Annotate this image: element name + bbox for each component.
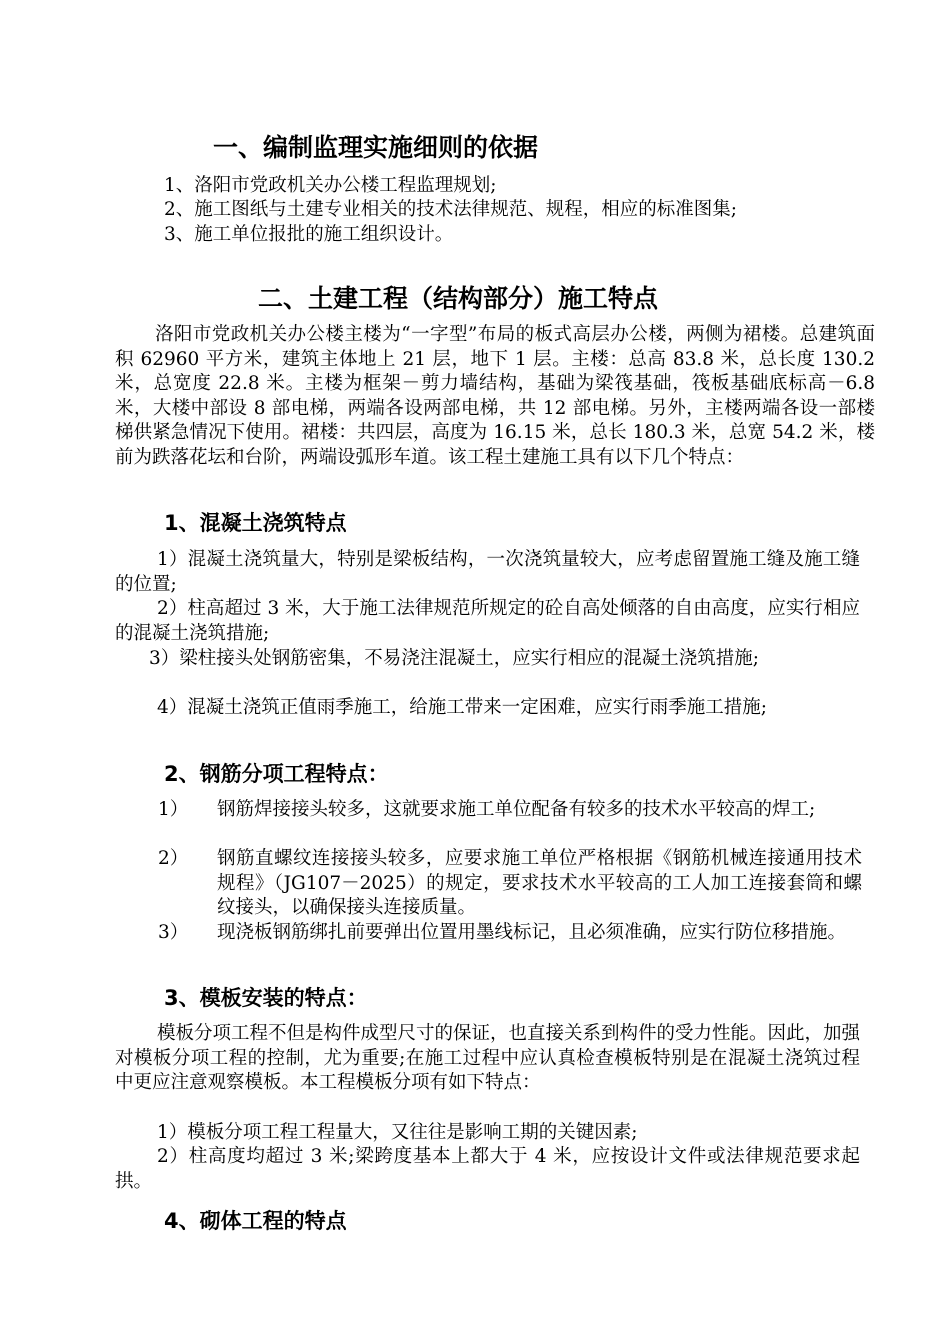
sub2-title: 2、钢筋分项工程特点： xyxy=(164,762,389,786)
sub2-item-2-number: 2） xyxy=(158,848,189,869)
sub4-title: 4、砌体工程的特点 xyxy=(164,1209,347,1233)
sub1-title: 1、混凝土浇筑特点 xyxy=(164,511,347,535)
section1-item-2: 2、施工图纸与土建专业相关的技术法律规范、规程，相应的标准图集; xyxy=(164,199,738,220)
sub2-item-1-number: 1） xyxy=(158,799,189,820)
sub2-item-3-number: 3） xyxy=(158,922,189,943)
sub1-item-3: 3）梁柱接头处钢筋密集，不易浇注混凝土，应实行相应的混凝土浇筑措施; xyxy=(149,648,760,669)
sub2-item-1-text: 钢筋焊接接头较多，这就要求施工单位配备有较多的技术水平较高的焊工; xyxy=(217,799,816,820)
section1-title: 一、编制监理实施细则的依据 xyxy=(213,133,539,162)
sub3-item-2: 2）柱高度均超过 3 米;梁跨度基本上都大于 4 米，应按设计文件或法律规范要求起拱。 xyxy=(115,1146,860,1192)
sub3-intro: 模板分项工程不但是构件成型尺寸的保证，也直接关系到构件的受力性能。因此，加强对模板分项工程的控制，尤为重要;在施工过程中应认真检查模板特别是在混凝土浇筑过程中更应注意观察模板。本工程模板分项有如下特点： xyxy=(115,1023,861,1093)
sub1-item-2: 2）柱高超过 3 米，大于施工法律规范所规定的砼自高处倾落的自由高度，应实行相应的混凝土浇筑措施; xyxy=(115,598,860,644)
sub2-item-2-text: 钢筋直螺纹连接接头较多，应要求施工单位严格根据《钢筋机械连接通用技术规程》（JG107－2025）的规定，要求技术水平较高的工人加工连接套筒和螺纹接头，以确保接头连接质量。 xyxy=(217,848,862,918)
sub3-item-1: 1）模板分项工程工程量大，又往往是影响工期的关键因素; xyxy=(157,1122,638,1143)
sub1-item-1: 1）混凝土浇筑量大，特别是梁板结构，一次浇筑量较大，应考虑留置施工缝及施工缝的位置; xyxy=(115,549,860,595)
section1-item-1: 1、洛阳市党政机关办公楼工程监理规划; xyxy=(164,175,497,196)
sub3-title: 3、模板安装的特点： xyxy=(164,986,368,1010)
sub1-item-4: 4）混凝土浇筑正值雨季施工，给施工带来一定困难，应实行雨季施工措施; xyxy=(157,697,768,718)
section2-intro: 洛阳市党政机关办公楼主楼为“一字型”布局的板式高层办公楼，两侧为裙楼。总建筑面积 62960 平方米，建筑主体地上 21 层，地下 1 层。主楼：总高 83.8 米，总长度 130.2 米，总宽度 22.8 米。主楼为框架－剪力墙结构，基础为梁筏基础，筏板基础底标高－6.8 米，大楼中部设 8 部电梯，两端各设两部电梯，共 12 部电梯。另外，主楼两端各设一部楼梯供紧急情况下使用。裙楼：共四层，高度为 16.15 米，总长 180.3 米，总宽 54.2 米，楼前为跌落花坛和台阶，两端设弧形车道。该工程土建施工具有以下几个特点： xyxy=(115,324,875,468)
section2-title: 二、土建工程（结构部分）施工特点 xyxy=(258,284,659,313)
section1-item-3: 3、施工单位报批的施工组织设计。 xyxy=(164,224,454,245)
sub2-item-3-text: 现浇板钢筋绑扎前要弹出位置用墨线标记，且必须准确，应实行防位移措施。 xyxy=(217,922,847,943)
